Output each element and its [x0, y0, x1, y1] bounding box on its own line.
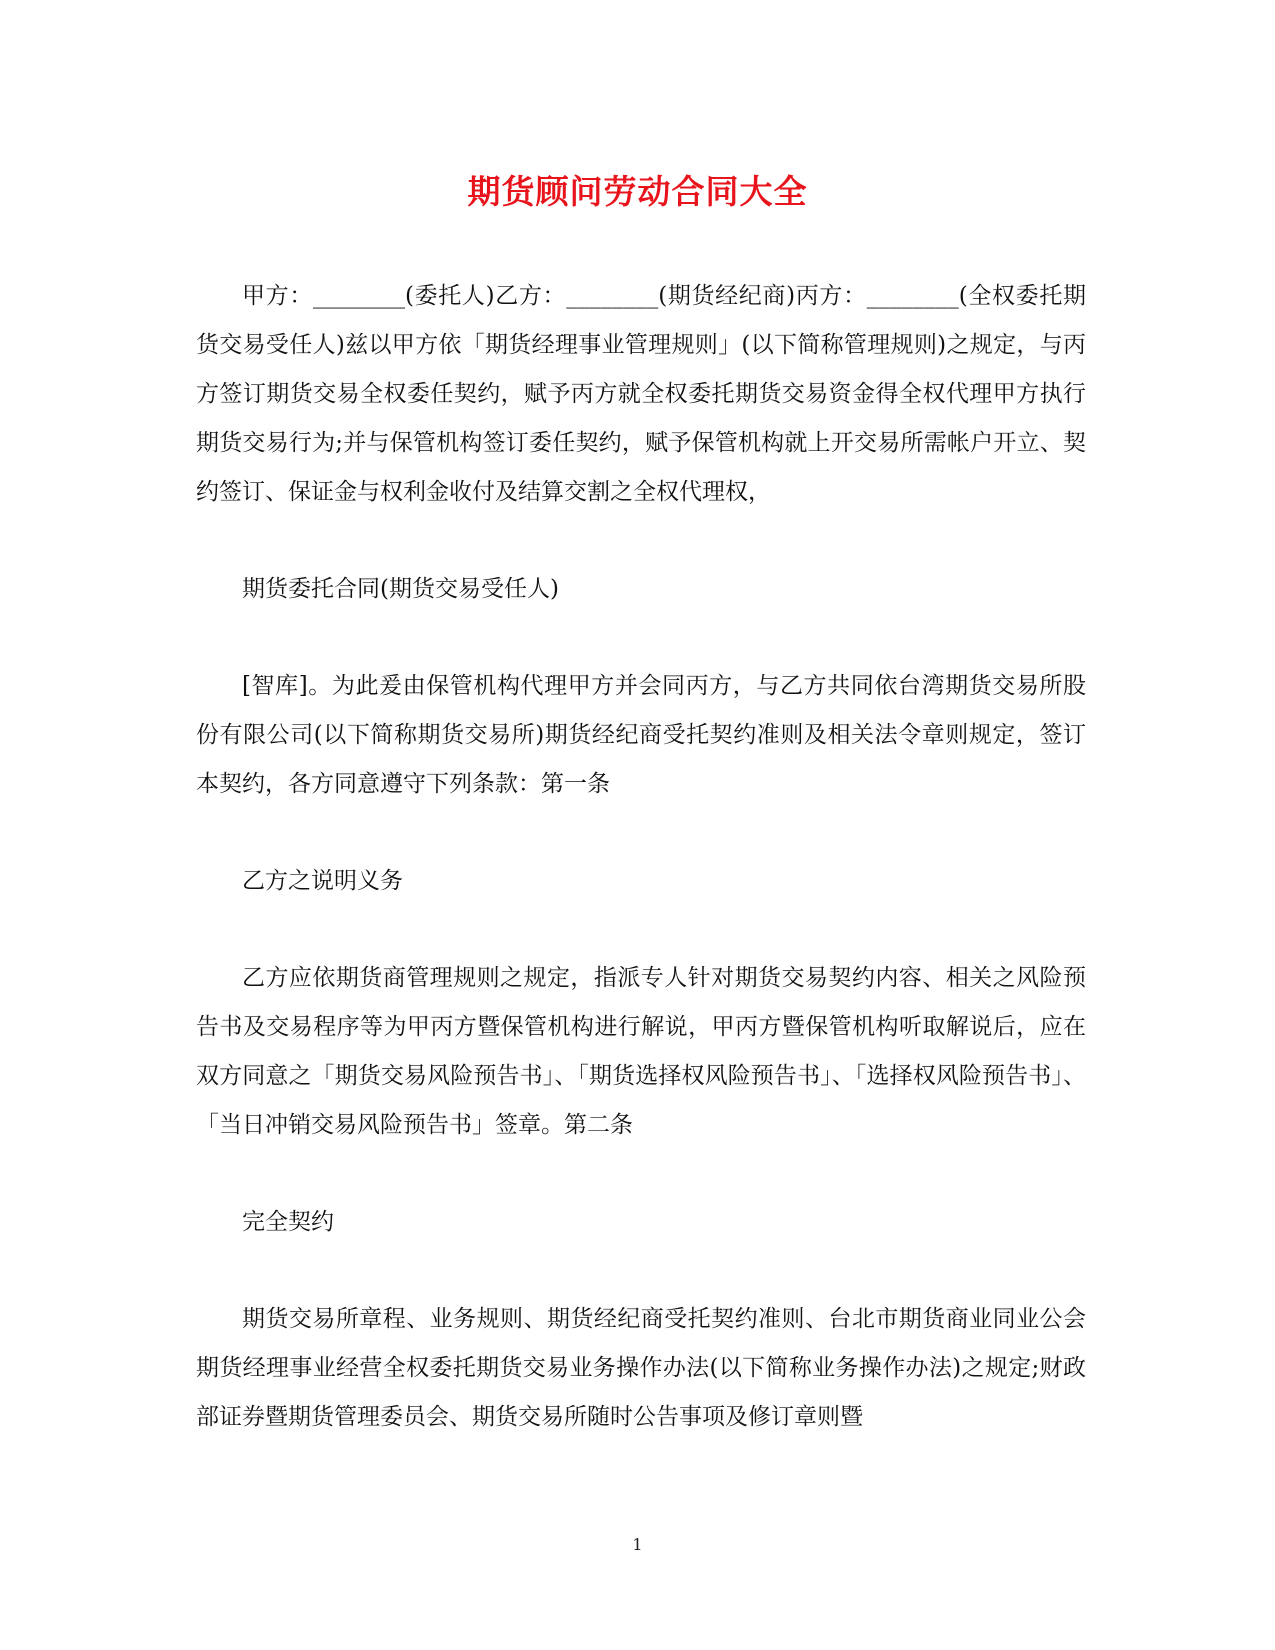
paragraph-gap: [196, 614, 1086, 662]
paragraph-parties: 甲方：________(委托人)乙方：________(期货经纪商)丙方：________(全权委托期货交易受任人)兹以甲方依「期货经理事业管理规则」(以下简称管理规则)之规定，与丙方签订期货交易全权委任契约，赋予丙方就全权委托期货交易资金得全权代理甲方执行期货交易行为;并与保管机构签订委任契约，赋予保管机构就上开交易所需帐户开立、契约签订、保证金与权利金收付及结算交割之全权代理权，: [196, 283, 1086, 505]
paragraph-explanation-duty: 乙方应依期货商管理规则之规定，指派专人针对期货交易契约内容、相关之风险预告书及交易程序等为甲丙方暨保管机构进行解说，甲丙方暨保管机构听取解说后，应在双方同意之「期货交易风险预告书」、「期货选择权风险预告书」、「选择权风险预告书」、「当日冲销交易风险预告书」签章。第二条: [196, 965, 1086, 1138]
paragraph-gap: [196, 517, 1086, 565]
paragraph-heading-explanation-duty: 乙方之说明义务: [242, 868, 403, 894]
document-body: [196, 272, 1086, 1442]
paragraph-complete-contract: 期货交易所章程、业务规则、期货经纪商受托契约准则、台北市期货商业同业公会期货经理事业经营全权委托期货交易业务操作办法(以下简称业务操作办法)之规定;财政部证券暨期货管理委员会、期货交易所随时公告事项及修订章则暨: [196, 1306, 1086, 1430]
paragraph-gap: [196, 1247, 1086, 1295]
paragraph-gap: [196, 1150, 1086, 1198]
paragraph-heading-entrusted-contract: 期货委托合同(期货交易受任人): [242, 576, 559, 602]
paragraph-heading-complete-contract: 完全契约: [242, 1209, 334, 1235]
document-title: 期货顾问劳动合同大全: [467, 172, 808, 211]
paragraph-gap: [196, 906, 1086, 954]
paragraph-gap: [196, 809, 1086, 857]
page-number: 1: [632, 1535, 643, 1554]
paragraph-agreement-basis: [智库]。为此爰由保管机构代理甲方并会同丙方，与乙方共同依台湾期货交易所股份有限公司(以下简称期货交易所)期货经纪商受托契约准则及相关法令章则规定，签订本契约，各方同意遵守下列条款：第一条: [196, 673, 1086, 797]
